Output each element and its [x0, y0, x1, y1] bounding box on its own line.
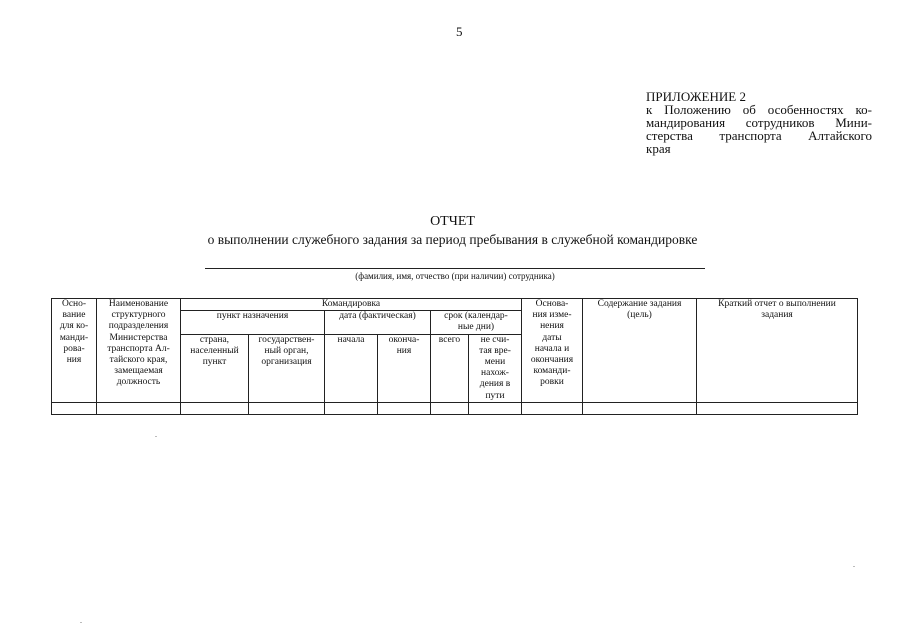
scan-speck — [80, 622, 82, 623]
table-cell — [522, 402, 583, 414]
appendix-line: края — [646, 141, 671, 156]
header-excl-travel: не счи- тая вре- мени нахож- дения в пути — [469, 334, 522, 402]
table-cell — [181, 402, 249, 414]
appendix-title: ПРИЛОЖЕНИЕ 2 — [646, 89, 746, 104]
header-change-basis: Основа- ния изме- нения даты начала и окончания команди- ровки — [522, 299, 583, 403]
header-department: Наименование структурного подразделения Министерства транспорта Ал- тайского края, замещаемая должность — [97, 299, 181, 403]
table-cell — [431, 402, 469, 414]
appendix-line: к Положению об особенностях ко- — [646, 102, 872, 117]
table-cell — [97, 402, 181, 414]
header-task: Содержание задания (цель) — [583, 299, 697, 403]
page-number: 5 — [456, 24, 463, 39]
employee-name-caption: (фамилия, имя, отчество (при наличии) сотрудника) — [355, 271, 555, 281]
table-cell — [325, 402, 378, 414]
appendix-line: стерства транспорта Алтайского — [646, 128, 872, 143]
header-organization: государствен- ный орган, организация — [249, 334, 325, 402]
table-cell — [249, 402, 325, 414]
table-row — [52, 402, 858, 414]
table-cell — [697, 402, 858, 414]
scan-speck — [155, 436, 157, 437]
table-cell — [583, 402, 697, 414]
document-subtitle: о выполнении служебного задания за период пребывания в служебной командировке — [207, 232, 698, 247]
table-cell — [52, 402, 97, 414]
header-end: оконча- ния — [378, 334, 431, 402]
header-trip: Командировка — [181, 299, 522, 311]
header-term: срок (календар- ные дни) — [431, 311, 522, 334]
header-destination: пункт назначения — [181, 311, 325, 334]
header-date: дата (фактическая) — [325, 311, 431, 334]
header-start: начала — [325, 334, 378, 402]
scan-speck — [853, 566, 855, 567]
header-basis: Осно- вание для ко- манди- рова- ния — [52, 299, 97, 403]
header-brief-report: Краткий отчет о выполнении задания — [697, 299, 858, 403]
report-table — [51, 298, 858, 415]
table-cell — [378, 402, 431, 414]
header-total: всего — [431, 334, 469, 402]
appendix-line: мандирования сотрудников Мини- — [646, 115, 872, 130]
appendix-block — [646, 90, 872, 155]
employee-name-line — [205, 268, 705, 269]
header-country: страна, населенный пункт — [181, 334, 249, 402]
document-title: ОТЧЕТ — [430, 214, 475, 229]
table-cell — [469, 402, 522, 414]
